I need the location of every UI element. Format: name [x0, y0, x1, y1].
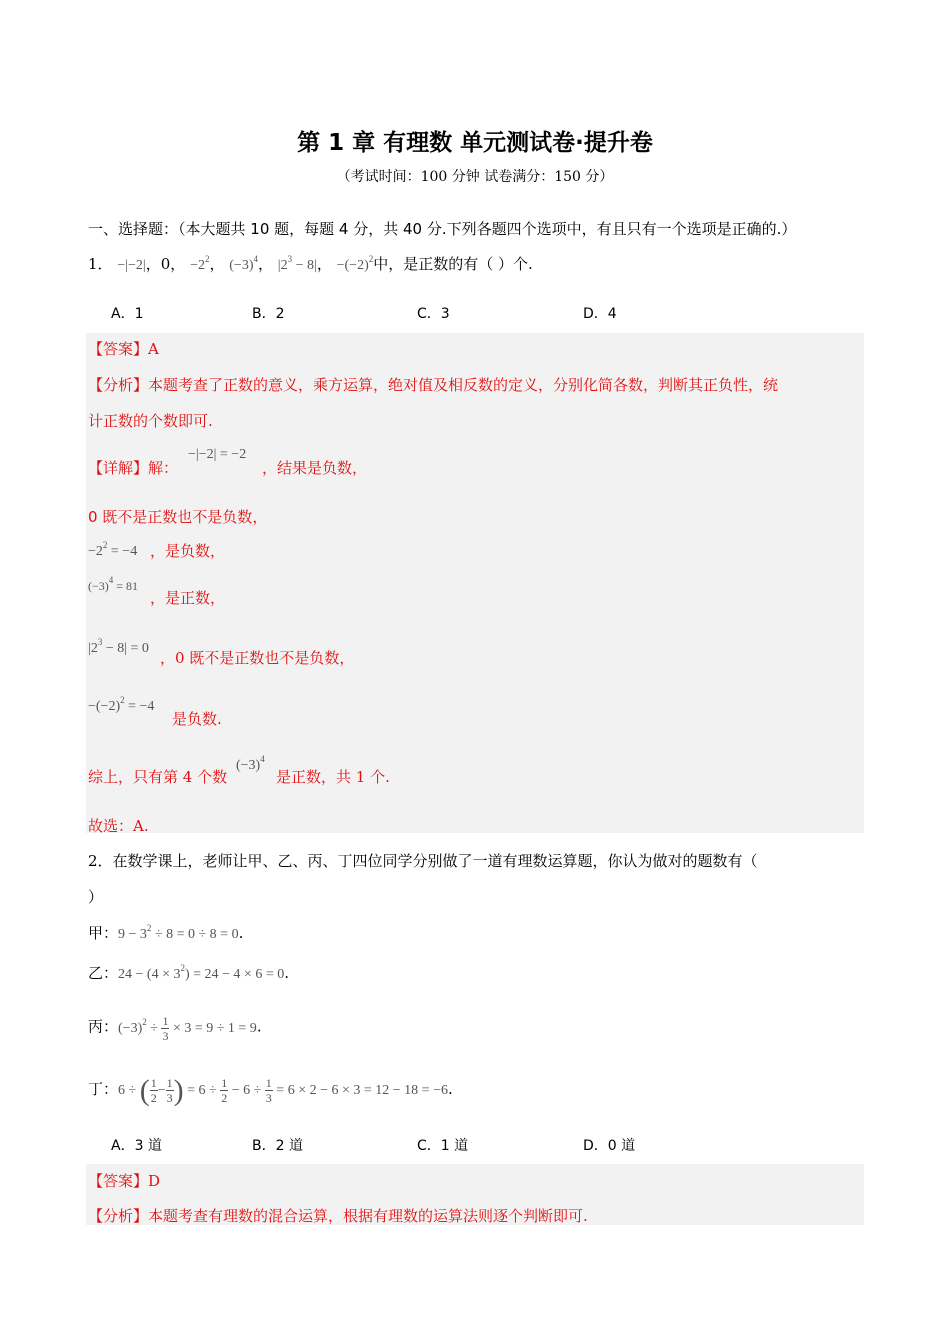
math-expr: $-2^2$ — [190, 254, 210, 273]
fraction: $\frac{1}{3}$ — [162, 1014, 169, 1043]
detail-label: 【详解】解： — [88, 459, 179, 477]
item-jia: 甲：$9 - 3^2 \div 8 = 0 \div 8 = 0$. — [88, 923, 244, 942]
exam-info: （考试时间：100 分钟 试卷满分：150 分） — [336, 169, 614, 185]
answer-label: 【答案】D — [88, 1172, 161, 1190]
option-d: D．4 — [583, 306, 617, 322]
fraction: $\frac{1}{2}$ — [221, 1076, 228, 1106]
question-1 — [88, 253, 533, 274]
separator: ， — [258, 255, 274, 273]
option-c: C．1 道 — [417, 1138, 469, 1154]
fraction: $\frac{1}{3}$ — [265, 1076, 272, 1106]
math-expr: 6 ÷ ( $\frac{1}{2}$ − $\frac{1}{3}$ ) = 6 ÷ $\frac{1}{2}$ − 6 ÷ $\frac{1}{3}$ = 6 × 2 − 6 × 3 = 12 − 18 = −6 — [118, 1074, 448, 1107]
item-ding: 丁：6 ÷ ( $\frac{1}{2}$ − $\frac{1}{3}$ ) = 6 ÷ $\frac{1}{2}$ − 6 ÷ $\frac{1}{3}$ = 6 × 2 − 6 × 3 = 12 − 18 = −6. — [88, 1074, 453, 1107]
question-2-stem: 2．在数学课上，老师让甲、乙、丙、丁四位同学分别做了一道有理数运算题，你认为做对的题数有（ — [88, 852, 758, 870]
option-c: C．3 — [417, 306, 450, 322]
math-expr: $-(-2)^2$ — [336, 254, 374, 273]
option-a: A．1 — [111, 306, 144, 322]
choice-text: 故选：A. — [88, 817, 149, 835]
question-tail: 中，是正数的有（ ）个. — [373, 255, 533, 273]
detail-text: ，结果是负数， — [262, 459, 368, 477]
math-expr: −|−2| — [117, 258, 146, 273]
option-b: B．2 — [252, 306, 285, 322]
math-expr: $|2^3 - 8| = 0$ — [88, 637, 149, 656]
math-expr: $(-3)^2$ ÷ $\frac{1}{3}$ × 3 = 9 ÷ 1 = 9 — [118, 1014, 257, 1043]
fraction: $\frac{1}{3}$ — [166, 1076, 173, 1106]
page-title: 第 1 章 有理数 单元测试卷·提升卷 — [297, 130, 653, 156]
separator: ， — [316, 255, 332, 273]
math-expr: $(-3)^4 = 81$ — [88, 575, 139, 593]
option-d: D．0 道 — [583, 1138, 636, 1154]
math-expr: $-2^2 = -4$ — [88, 540, 138, 559]
analysis-text: 【分析】本题考查有理数的混合运算，根据有理数的运算法则逐个判断即可. — [88, 1207, 588, 1225]
math-expr: $(-3)^4$ — [229, 254, 258, 273]
item-bing: 丙：$(-3)^2$ ÷ $\frac{1}{3}$ × 3 = 9 ÷ 1 = 9. — [88, 1014, 262, 1043]
math-expr: $9 - 3^2 \div 8 = 0 \div 8 = 0$ — [118, 923, 239, 942]
question-number: 1． — [88, 255, 113, 273]
separator: ， — [209, 255, 225, 273]
question-2-stem-end: ） — [88, 888, 104, 906]
answer-panel — [86, 333, 864, 833]
answer-label: 【答案】A — [88, 340, 159, 358]
option-a: A．3 道 — [111, 1138, 162, 1154]
section-heading: 一、选择题：（本大题共 10 题，每题 4 分，共 40 分.下列各题四个选项中，有且只有一个选项是正确的.） — [88, 220, 797, 238]
detail-text: ，是正数， — [150, 589, 226, 607]
analysis-text: 计正数的个数即可. — [88, 412, 213, 430]
summary-text: 综上，只有第 4 个数 — [88, 768, 228, 786]
summary-text: 是正数，共 1 个. — [276, 768, 390, 786]
math-expr: $|2^3 - 8|$ — [277, 254, 317, 273]
option-b: B．2 道 — [252, 1138, 303, 1154]
detail-text: 是负数. — [172, 710, 222, 728]
item-yi: 乙：$24 - (4 \times 3^2) = 24 - 4 \times 6 = 0$. — [88, 963, 289, 982]
detail-text: ，0 既不是正数也不是负数， — [160, 649, 355, 667]
detail-text: ，是负数， — [150, 542, 226, 560]
math-expr: $-(-2)^2 = -4$ — [88, 695, 155, 714]
math-expr: $(-3)^4$ — [236, 754, 265, 773]
math-expr: −|−2| = −2 — [188, 447, 247, 462]
math-expr: $24 - (4 \times 3^2) = 24 - 4 \times 6 = 0$ — [118, 963, 285, 982]
fraction: $\frac{1}{2}$ — [150, 1076, 157, 1106]
separator: ，0， — [145, 255, 186, 273]
analysis-text: 【分析】本题考查了正数的意义，乘方运算，绝对值及相反数的定义，分别化简各数，判断其正负性，统 — [88, 376, 779, 394]
detail-text: 0 既不是正数也不是负数， — [88, 508, 268, 526]
